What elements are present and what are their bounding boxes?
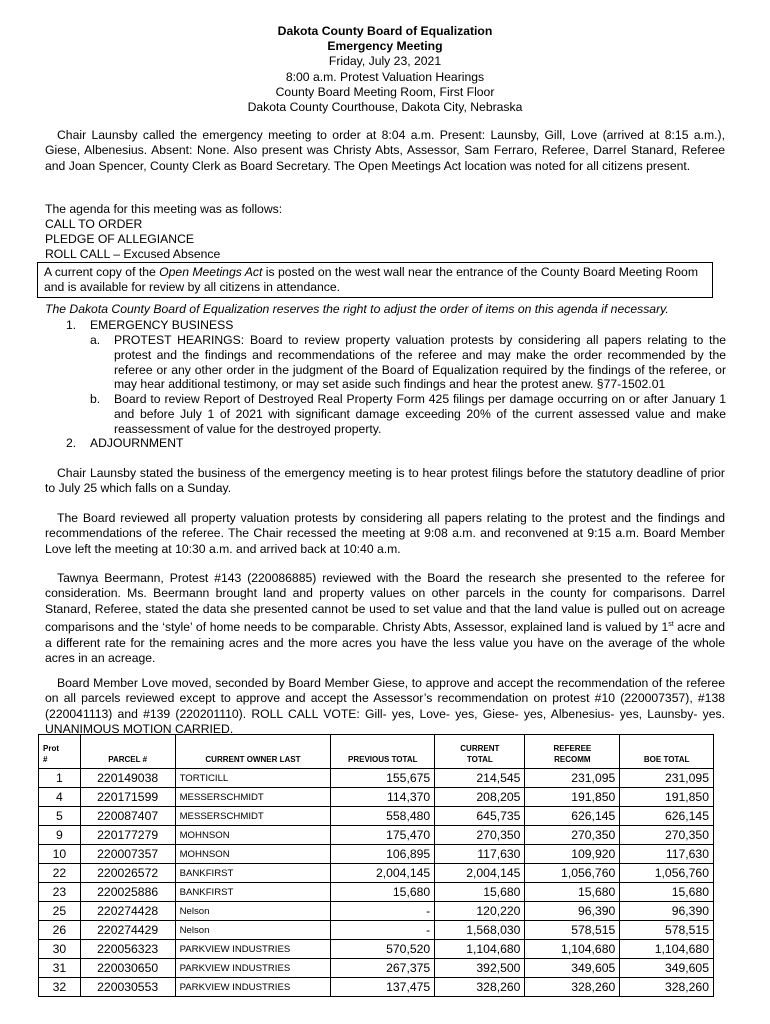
cell-owner: PARKVIEW INDUSTRIES	[175, 978, 331, 997]
cell-prot: 5	[39, 807, 81, 826]
meeting-date: Friday, July 23, 2021	[328, 54, 442, 69]
notice-act-name: Open Meetings Act	[159, 265, 263, 279]
cell-previous-total: 155,675	[331, 769, 435, 788]
cell-referee-recomm: 328,260	[525, 978, 620, 997]
cell-current-total: 1,568,030	[435, 921, 525, 940]
cell-current-total: 15,680	[435, 883, 525, 902]
cell-parcel: 220177279	[80, 826, 175, 845]
cell-prot: 31	[39, 959, 81, 978]
cell-referee-recomm: 96,390	[525, 902, 620, 921]
cell-prot: 32	[39, 978, 81, 997]
cell-boe-total: 191,850	[620, 788, 714, 807]
cell-owner: BANKFIRST	[175, 864, 331, 883]
ordinal-suffix: st	[668, 621, 674, 629]
cell-owner: TORTICILL	[175, 769, 331, 788]
cell-boe-total: 578,515	[620, 921, 714, 940]
item1a-text: PROTEST HEARINGS: Board to review property valuation protests by considering all papers relating to the protest and the findings and recommendations of the referee and may make the order recommended by the referee or any other order in the judgment of the Board of Equalization required by the findings of the referee, or may hear additional testimony, or may set aside such findings and hear the protest anew. §77-1502.01	[114, 333, 726, 392]
cell-referee-recomm: 109,920	[525, 845, 620, 864]
cell-prot: 25	[39, 902, 81, 921]
table-row	[39, 883, 714, 902]
cell-referee-recomm: 15,680	[525, 883, 620, 902]
notice-text-before: A current copy of the	[44, 265, 160, 279]
table-row	[39, 921, 714, 940]
cell-owner: Nelson	[175, 902, 331, 921]
cell-current-total: 117,630	[435, 845, 525, 864]
cell-parcel: 220274428	[80, 902, 175, 921]
table-row	[39, 845, 714, 864]
cell-referee-recomm: 1,104,680	[525, 940, 620, 959]
cell-current-total: 1,104,680	[435, 940, 525, 959]
cell-referee-recomm: 270,350	[525, 826, 620, 845]
item1a	[90, 333, 726, 392]
cell-current-total: 645,735	[435, 807, 525, 826]
open-meetings-notice	[37, 262, 713, 298]
paragraph-board-review: The Board reviewed all property valuation protests by considering all papers relating to the protest and the findings and recommendations of the referee. The Chair recessed the meeting at 9:08 a.m. and reconvened at 9:15 a.m. Board Member Love left the meeting at 10:30 a.m. and arrived back at 10:40 a.m.	[45, 511, 725, 556]
cell-prot: 23	[39, 883, 81, 902]
cell-referee-recomm: 1,056,760	[525, 864, 620, 883]
cell-prot: 9	[39, 826, 81, 845]
item2-title: ADJOURNMENT	[90, 436, 184, 450]
header-boe-total: BOE TOTAL	[620, 735, 714, 769]
cell-current-total: 392,500	[435, 959, 525, 978]
cell-current-total: 214,545	[435, 769, 525, 788]
header-parcel: PARCEL #	[80, 735, 175, 769]
cell-referee-recomm: 191,850	[525, 788, 620, 807]
cell-owner: MESSERSCHMIDT	[175, 788, 331, 807]
cell-prot: 4	[39, 788, 81, 807]
cell-previous-total: 114,370	[331, 788, 435, 807]
cell-parcel: 220030650	[80, 959, 175, 978]
paragraph-beermann-text-a: Tawnya Beermann, Protest #143 (220086885) reviewed with the Board the research she presented to the referee for consideration. Ms. Beermann brought land and property values on other parcels in the county for comparisons. Darrel Stanard, Referee, stated the data she presented cannot be used to set value and that the land value is pulled out on acreage comparisons and the ‘style’ of home needs to be comparable. Christy Abts, Assessor, explained land is valued by 1	[45, 571, 725, 635]
cell-boe-total: 626,145	[620, 807, 714, 826]
cell-previous-total: 106,895	[331, 845, 435, 864]
item1-title: EMERGENCY BUSINESS	[90, 318, 234, 332]
header-owner: CURRENT OWNER LAST	[175, 735, 331, 769]
cell-referee-recomm: 578,515	[525, 921, 620, 940]
agenda-roll-call: ROLL CALL – Excused Absence	[45, 247, 221, 261]
item1b	[90, 392, 726, 436]
cell-previous-total: 570,520	[331, 940, 435, 959]
table-row	[39, 940, 714, 959]
document-title: Dakota County Board of Equalization	[277, 24, 493, 38]
paragraph-beermann-protest	[45, 571, 725, 667]
cell-owner: PARKVIEW INDUSTRIES	[175, 959, 331, 978]
paragraph-statutory-deadline: Chair Launsby stated the business of the emergency meeting is to hear protest filings before the statutory deadline of prior to July 25 which falls on a Sunday.	[45, 466, 725, 496]
cell-parcel: 220030553	[80, 978, 175, 997]
header-prot: Prot #	[39, 735, 81, 769]
cell-prot: 10	[39, 845, 81, 864]
cell-parcel: 220274429	[80, 921, 175, 940]
table-body	[39, 769, 714, 997]
item1b-text: Board to review Report of Destroyed Real Property Form 425 filings per damage occurring on or after January 1 and before July 1 of 2021 with significant damage exceeding 20% of the current assessed value and make reassessment of value for the destroyed property.	[114, 392, 726, 436]
cell-owner: MESSERSCHMIDT	[175, 807, 331, 826]
cell-boe-total: 270,350	[620, 826, 714, 845]
cell-boe-total: 1,056,760	[620, 864, 714, 883]
cell-previous-total: 558,480	[331, 807, 435, 826]
opening-paragraph: Chair Launsby called the emergency meeting to order at 8:04 a.m. Present: Launsby, Gill, Love (arrived at 8:15 a.m.), Giese, Albenesius. Absent: None. Also present was Christy Abts, Assessor, Sam Ferraro, Referee, Darrel Stanard, Referee and Joan Spencer, County Clerk as Board Secretary. The Open Meetings Act location was noted for all citizens present.	[45, 128, 725, 173]
cell-previous-total: -	[331, 902, 435, 921]
cell-owner: MOHNSON	[175, 845, 331, 864]
cell-current-total: 328,260	[435, 978, 525, 997]
table-row	[39, 902, 714, 921]
cell-previous-total: 267,375	[331, 959, 435, 978]
cell-current-total: 2,004,145	[435, 864, 525, 883]
cell-boe-total: 117,630	[620, 845, 714, 864]
cell-boe-total: 15,680	[620, 883, 714, 902]
protest-table	[38, 734, 714, 997]
cell-current-total: 208,205	[435, 788, 525, 807]
table-row	[39, 826, 714, 845]
cell-boe-total: 349,605	[620, 959, 714, 978]
table-row	[39, 978, 714, 997]
item1-number: 1.	[66, 318, 77, 332]
item2-number: 2.	[66, 436, 77, 450]
cell-previous-total: 137,475	[331, 978, 435, 997]
cell-parcel: 220026572	[80, 864, 175, 883]
paragraph-motion: Board Member Love moved, seconded by Board Member Giese, to approve and accept the recommendation of the referee on all parcels reviewed except to approve and accept the Assessor’s recommendation on protest #10 (220007357), #138 (220041113) and #139 (220201110). ROLL CALL VOTE: Gill- yes, Love- yes, Giese- yes, Albenesius- yes, Launsby- yes. UNANIMOUS MOTION CARRIED.	[45, 676, 725, 737]
header-current-total: CURRENT TOTAL	[435, 735, 525, 769]
cell-owner: BANKFIRST	[175, 883, 331, 902]
agenda-intro: The agenda for this meeting was as follows:	[45, 202, 283, 216]
cell-owner: Nelson	[175, 921, 331, 940]
table-row	[39, 864, 714, 883]
cell-owner: MOHNSON	[175, 826, 331, 845]
cell-parcel: 220149038	[80, 769, 175, 788]
cell-boe-total: 231,095	[620, 769, 714, 788]
cell-previous-total: 175,470	[331, 826, 435, 845]
cell-prot: 30	[39, 940, 81, 959]
cell-parcel: 220087407	[80, 807, 175, 826]
header-referee-recomm: REFEREE RECOMM	[525, 735, 620, 769]
document-subtitle: Emergency Meeting	[327, 39, 443, 54]
cell-prot: 22	[39, 864, 81, 883]
item1a-label: a.	[90, 333, 101, 347]
cell-previous-total: 15,680	[331, 883, 435, 902]
meeting-room: County Board Meeting Room, First Floor	[275, 84, 495, 99]
table-header-row	[39, 735, 714, 769]
table-row	[39, 788, 714, 807]
cell-parcel: 220056323	[80, 940, 175, 959]
cell-parcel: 220025886	[80, 883, 175, 902]
paragraph-beermann-text-b: acre and a different rate for the remaining acres and the more acres you have the less value you have on the average of the whole acres in an acreage.	[45, 620, 725, 666]
cell-boe-total: 328,260	[620, 978, 714, 997]
header-previous-total: PREVIOUS TOTAL	[331, 735, 435, 769]
cell-current-total: 270,350	[435, 826, 525, 845]
cell-prot: 26	[39, 921, 81, 940]
cell-previous-total: 2,004,145	[331, 864, 435, 883]
agenda-call-to-order: CALL TO ORDER	[45, 217, 143, 231]
cell-parcel: 220171599	[80, 788, 175, 807]
cell-owner: PARKVIEW INDUSTRIES	[175, 940, 331, 959]
cell-previous-total: -	[331, 921, 435, 940]
cell-prot: 1	[39, 769, 81, 788]
table-row	[39, 807, 714, 826]
notice-text-after: is posted on the west wall near the entrance of the County Board Meeting Room and is available for review by all citizens in attendance.	[44, 265, 698, 295]
cell-referee-recomm: 231,095	[525, 769, 620, 788]
meeting-location: Dakota County Courthouse, Dakota City, Nebraska	[247, 100, 523, 115]
cell-parcel: 220007357	[80, 845, 175, 864]
table-row	[39, 959, 714, 978]
agenda-pledge: PLEDGE OF ALLEGIANCE	[45, 232, 195, 246]
cell-referee-recomm: 349,605	[525, 959, 620, 978]
document-header	[0, 24, 770, 115]
meeting-time: 8:00 a.m. Protest Valuation Hearings	[285, 69, 485, 84]
reserve-note: The Dakota County Board of Equalization reserves the right to adjust the order of items on this agenda if necessary.	[45, 302, 669, 316]
cell-boe-total: 1,104,680	[620, 940, 714, 959]
cell-current-total: 120,220	[435, 902, 525, 921]
table-row	[39, 769, 714, 788]
cell-boe-total: 96,390	[620, 902, 714, 921]
item1b-label: b.	[90, 392, 101, 406]
cell-referee-recomm: 626,145	[525, 807, 620, 826]
